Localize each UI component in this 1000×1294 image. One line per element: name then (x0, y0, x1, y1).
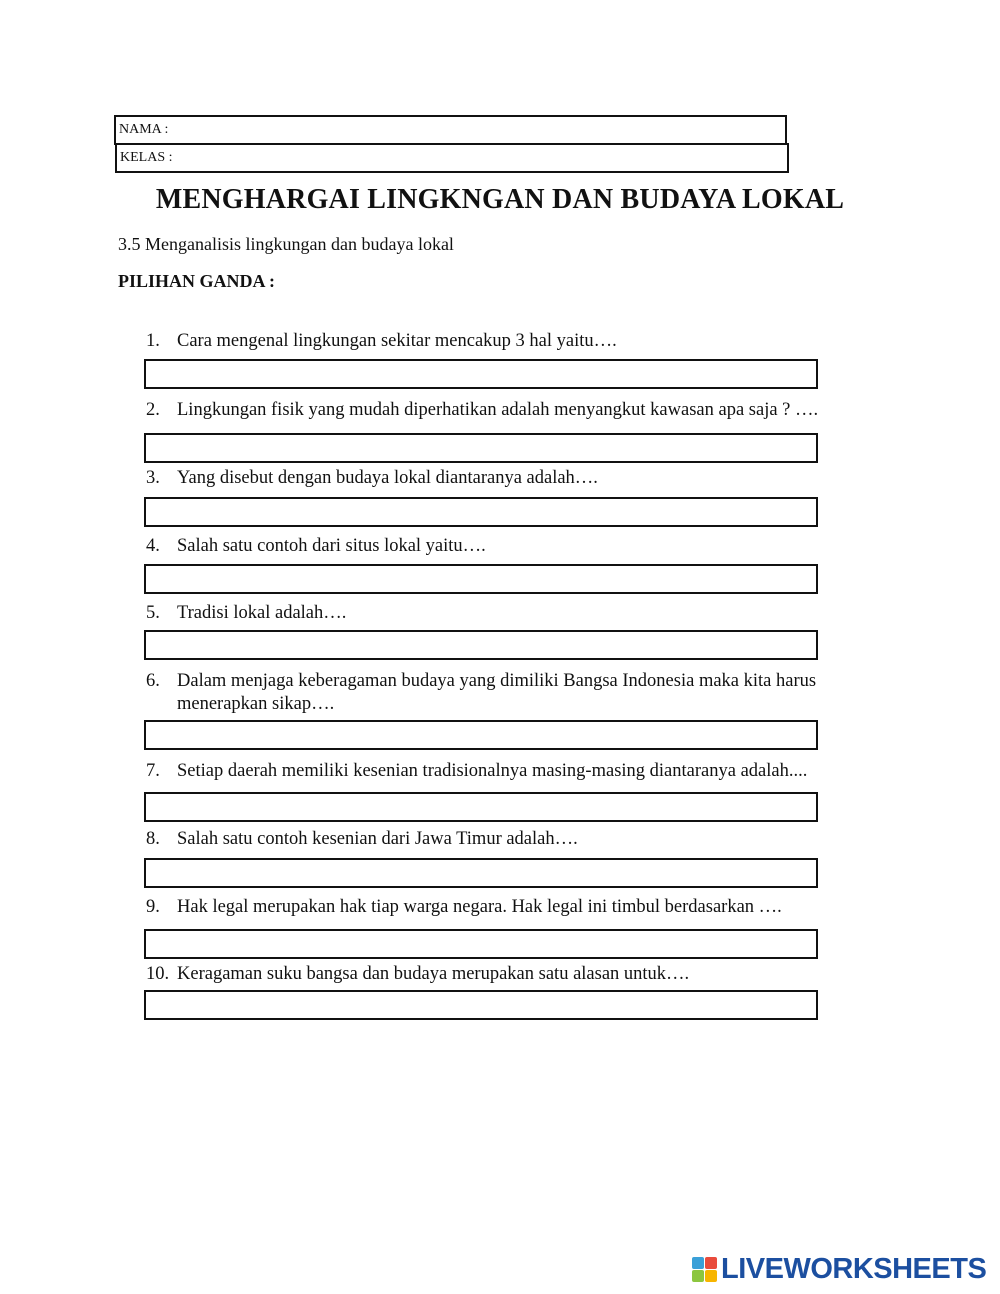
liveworksheets-brand (692, 1254, 986, 1284)
question-7 (146, 760, 866, 783)
answer-input-10[interactable] (144, 990, 818, 1020)
question-number: 2. (146, 400, 160, 420)
question-4 (146, 535, 866, 558)
answer-input-3[interactable] (144, 497, 818, 527)
page-title: MENGHARGAI LINGKNGAN DAN BUDAYA LOKAL (155, 184, 845, 215)
question-number: 5. (146, 603, 160, 623)
answer-input-8[interactable] (144, 858, 818, 888)
name-label: NAMA : (119, 122, 169, 137)
question-number: 8. (146, 829, 160, 849)
answer-input-7[interactable] (144, 792, 818, 822)
question-text: Tradisi lokal adalah…. (177, 603, 347, 623)
answer-input-9[interactable] (144, 929, 818, 959)
logo-block (705, 1270, 717, 1282)
name-field-box (114, 115, 787, 145)
question-10 (146, 963, 866, 986)
question-text: Salah satu contoh dari situs lokal yaitu…. (177, 536, 486, 556)
question-text: Cara mengenal lingkungan sekitar mencakup 3 hal yaitu…. (177, 331, 617, 351)
competency-subtitle: 3.5 Menganalisis lingkungan dan budaya lokal (118, 234, 454, 254)
section-heading: PILIHAN GANDA : (118, 271, 276, 291)
question-3 (146, 467, 866, 490)
answer-input-5[interactable] (144, 630, 818, 660)
question-number: 3. (146, 468, 160, 488)
question-number: 4. (146, 536, 160, 556)
question-6 (146, 670, 866, 716)
class-label: KELAS : (120, 150, 173, 165)
question-number: 9. (146, 897, 160, 917)
question-text: Keragaman suku bangsa dan budaya merupakan satu alasan untuk…. (177, 964, 690, 984)
question-text: Yang disebut dengan budaya lokal diantaranya adalah…. (177, 468, 598, 488)
question-number: 6. (146, 671, 160, 691)
question-text: Lingkungan fisik yang mudah diperhatikan adalah menyangkut kawasan apa saja ? …. (177, 400, 819, 420)
logo-block (705, 1257, 717, 1269)
question-text: Dalam menjaga keberagaman budaya yang dimiliki Bangsa Indonesia maka kita harus menerapkan sikap…. (177, 671, 817, 714)
class-input[interactable] (180, 149, 744, 167)
logo-block (692, 1257, 704, 1269)
logo-block (692, 1270, 704, 1282)
answer-input-2[interactable] (144, 433, 818, 463)
brand-wordmark: LIVEWORKSHEETS (721, 1252, 987, 1285)
liveworksheets-logo-icon (692, 1257, 717, 1282)
question-number: 1. (146, 331, 160, 351)
question-text: Setiap daerah memiliki kesenian tradisionalnya masing-masing diantaranya adalah.... (177, 761, 808, 781)
question-number: 7. (146, 761, 160, 781)
class-field-box (115, 143, 789, 173)
answer-input-4[interactable] (144, 564, 818, 594)
answer-input-6[interactable] (144, 720, 818, 750)
question-text: Salah satu contoh kesenian dari Jawa Timur adalah…. (177, 829, 578, 849)
question-9 (146, 896, 866, 919)
question-text: Hak legal merupakan hak tiap warga negara. Hak legal ini timbul berdasarkan …. (177, 897, 782, 917)
question-8 (146, 828, 866, 851)
name-input[interactable] (176, 121, 740, 139)
answer-input-1[interactable] (144, 359, 818, 389)
question-number: 10. (146, 964, 170, 984)
question-1 (146, 330, 866, 353)
question-2 (146, 399, 866, 422)
question-5 (146, 602, 866, 625)
